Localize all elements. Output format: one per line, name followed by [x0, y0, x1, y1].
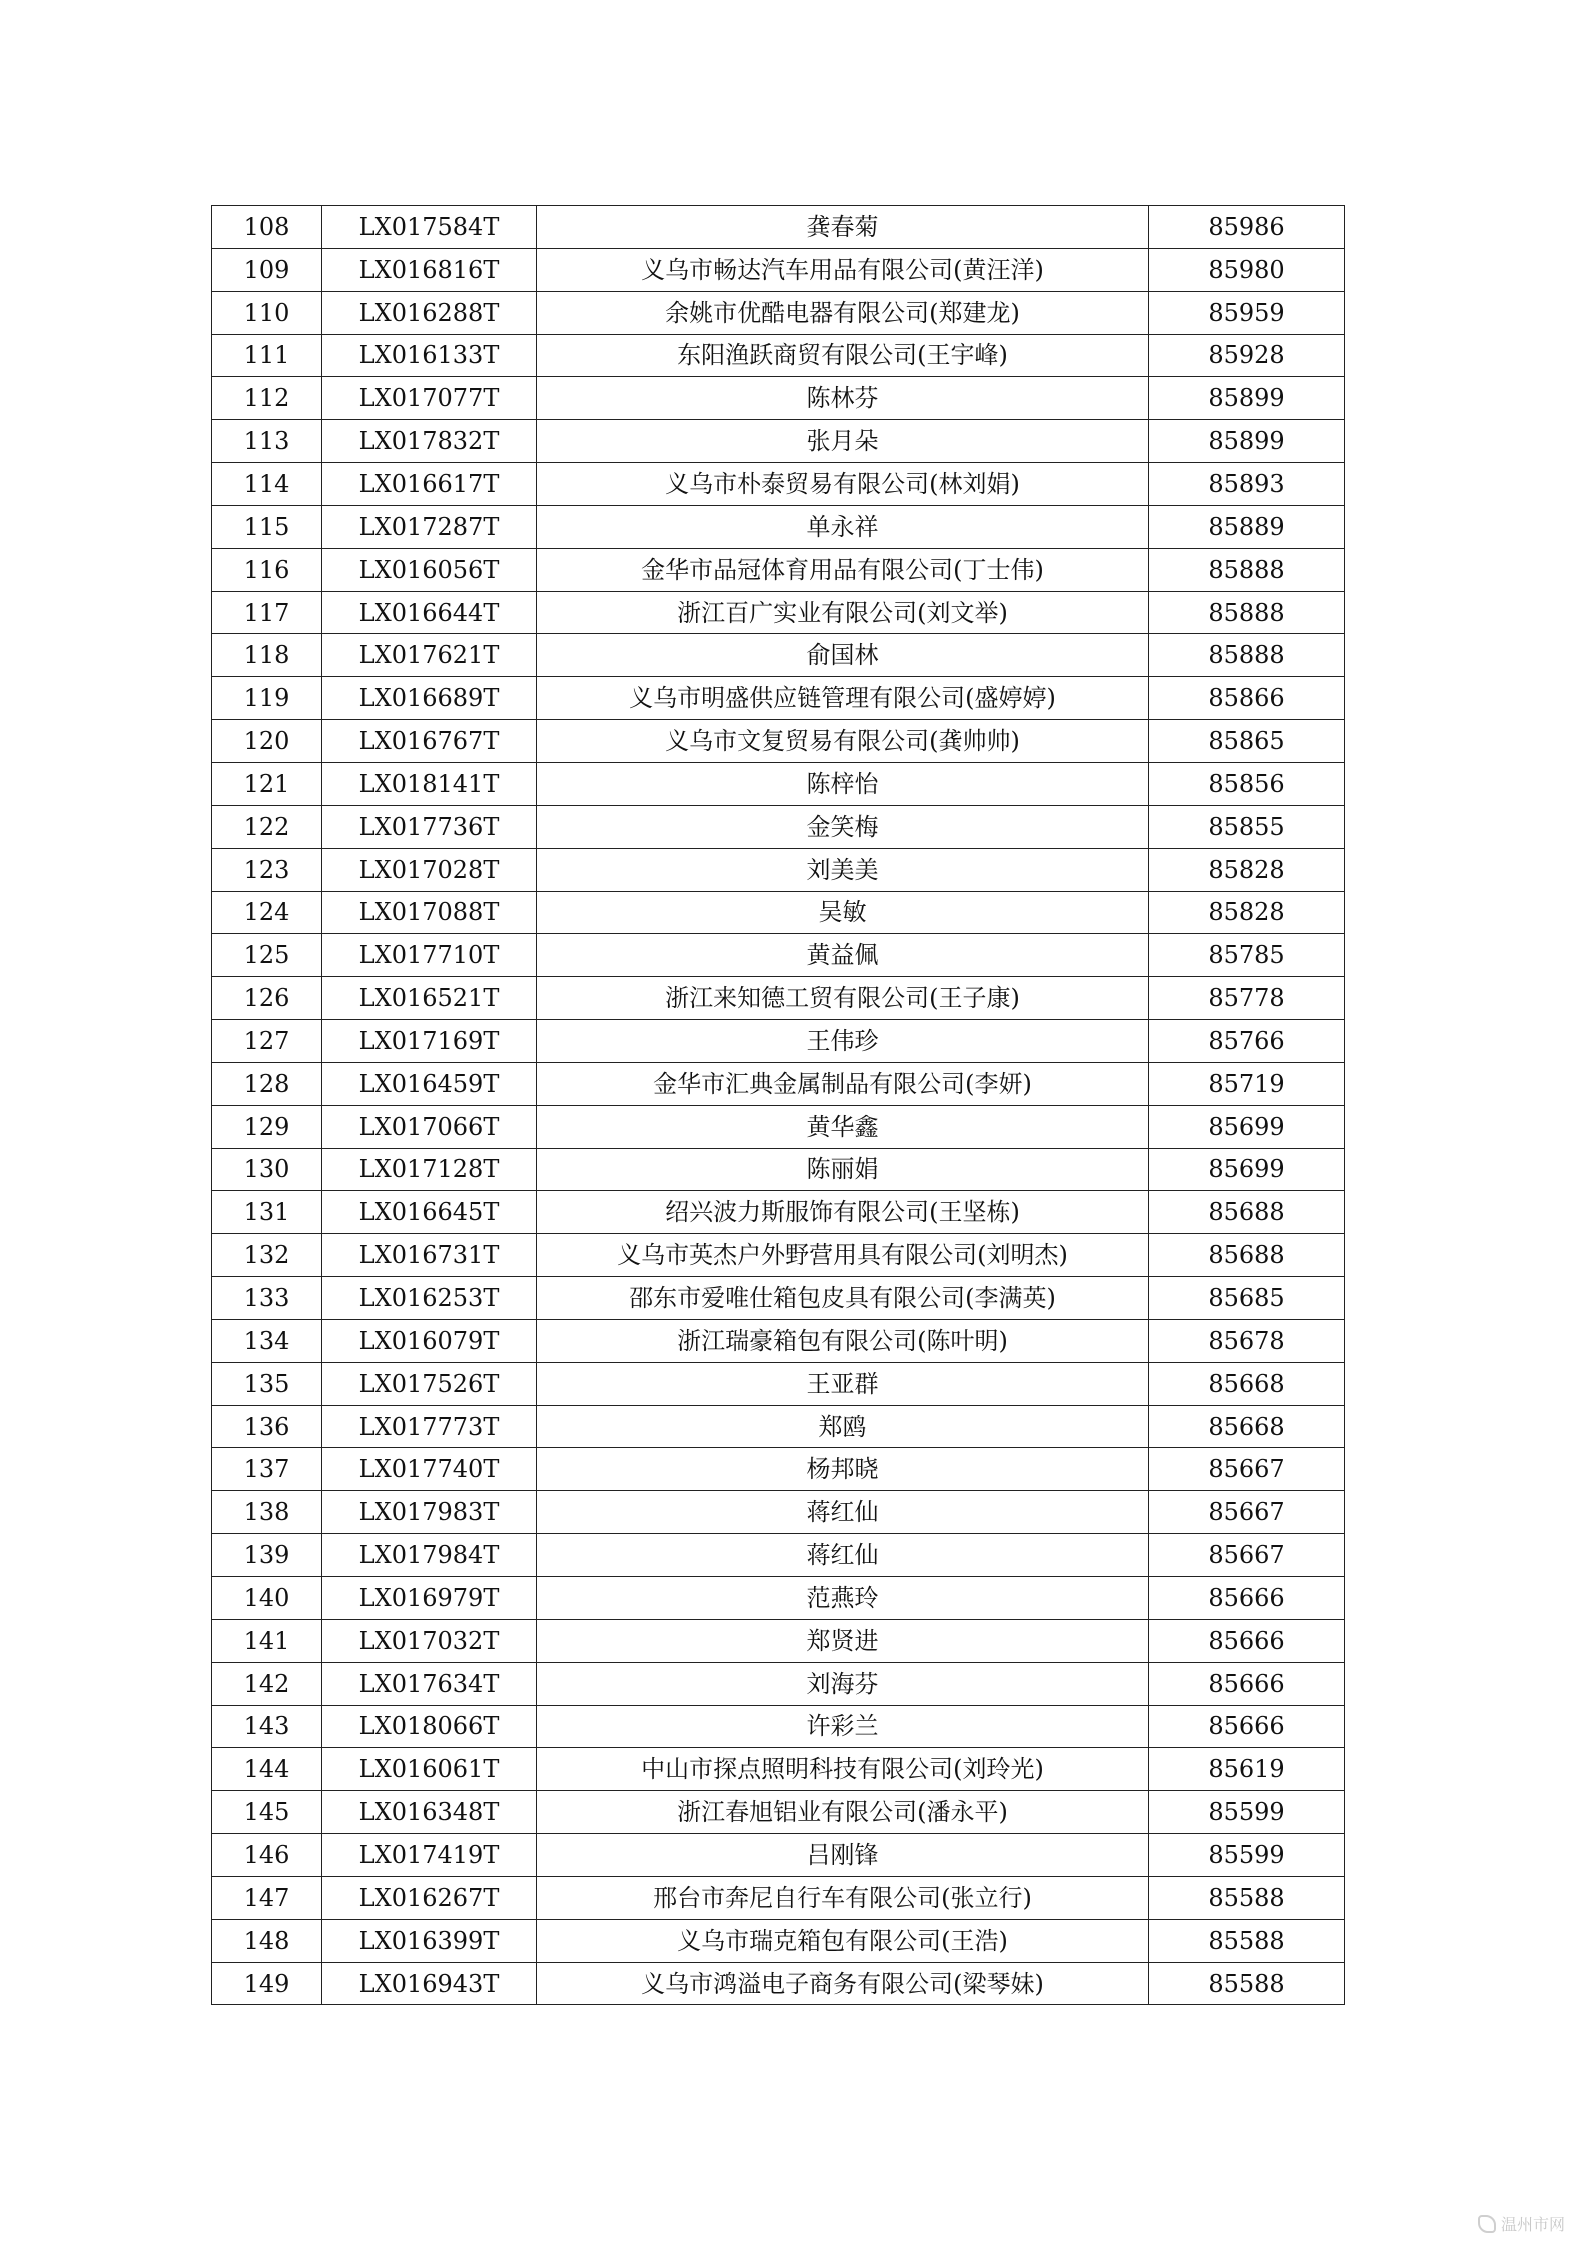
cell-name: 郑贤进 [537, 1619, 1149, 1662]
cell-rank: 122 [212, 805, 322, 848]
cell-rank: 126 [212, 977, 322, 1020]
cell-code: LX016979T [322, 1577, 537, 1620]
table-row [212, 1191, 1345, 1234]
cell-code: LX016689T [322, 677, 537, 720]
cell-score: 85699 [1149, 1148, 1345, 1191]
cell-rank: 115 [212, 505, 322, 548]
cell-name: 绍兴波力斯服饰有限公司(王坚栋) [537, 1191, 1149, 1234]
cell-score: 85899 [1149, 377, 1345, 420]
table-row [212, 1748, 1345, 1791]
table-row [212, 977, 1345, 1020]
cell-code: LX017419T [322, 1834, 537, 1877]
cell-code: LX016133T [322, 334, 537, 377]
cell-score: 85668 [1149, 1362, 1345, 1405]
cell-score: 85666 [1149, 1577, 1345, 1620]
cell-rank: 117 [212, 591, 322, 634]
cell-code: LX016056T [322, 548, 537, 591]
cell-name: 刘海芬 [537, 1662, 1149, 1705]
cell-code: LX017169T [322, 1020, 537, 1063]
cell-score: 85889 [1149, 505, 1345, 548]
cell-score: 85685 [1149, 1277, 1345, 1320]
table-row [212, 1448, 1345, 1491]
cell-code: LX017773T [322, 1405, 537, 1448]
cell-rank: 144 [212, 1748, 322, 1791]
table-row [212, 420, 1345, 463]
cell-name: 蒋红仙 [537, 1534, 1149, 1577]
cell-score: 85865 [1149, 720, 1345, 763]
cell-rank: 116 [212, 548, 322, 591]
cell-name: 王亚群 [537, 1362, 1149, 1405]
cell-score: 85980 [1149, 248, 1345, 291]
cell-score: 85778 [1149, 977, 1345, 1020]
cell-rank: 123 [212, 848, 322, 891]
watermark-logo-icon [1478, 2215, 1496, 2233]
cell-score: 85699 [1149, 1105, 1345, 1148]
cell-code: LX016253T [322, 1277, 537, 1320]
cell-name: 杨邦晓 [537, 1448, 1149, 1491]
table-row [212, 1405, 1345, 1448]
table-row [212, 1834, 1345, 1877]
table-row [212, 1319, 1345, 1362]
cell-rank: 118 [212, 634, 322, 677]
cell-rank: 119 [212, 677, 322, 720]
table-row [212, 762, 1345, 805]
cell-name: 浙江瑞豪箱包有限公司(陈叶明) [537, 1319, 1149, 1362]
cell-score: 85666 [1149, 1619, 1345, 1662]
cell-score: 85667 [1149, 1448, 1345, 1491]
cell-rank: 112 [212, 377, 322, 420]
cell-score: 85766 [1149, 1020, 1345, 1063]
cell-code: LX017740T [322, 1448, 537, 1491]
cell-name: 俞国林 [537, 634, 1149, 677]
cell-rank: 125 [212, 934, 322, 977]
cell-rank: 141 [212, 1619, 322, 1662]
cell-rank: 109 [212, 248, 322, 291]
cell-rank: 143 [212, 1705, 322, 1748]
cell-score: 85588 [1149, 1876, 1345, 1919]
cell-score: 85599 [1149, 1834, 1345, 1877]
cell-name: 黄益佩 [537, 934, 1149, 977]
cell-rank: 110 [212, 291, 322, 334]
cell-name: 吕刚锋 [537, 1834, 1149, 1877]
cell-name: 浙江来知德工贸有限公司(王子康) [537, 977, 1149, 1020]
cell-score: 85986 [1149, 206, 1345, 249]
cell-name: 陈丽娟 [537, 1148, 1149, 1191]
cell-code: LX016348T [322, 1791, 537, 1834]
cell-rank: 128 [212, 1062, 322, 1105]
cell-code: LX016816T [322, 248, 537, 291]
watermark-text: 温州市网 [1500, 2215, 1565, 2234]
cell-code: LX016644T [322, 591, 537, 634]
cell-rank: 137 [212, 1448, 322, 1491]
cell-code: LX016061T [322, 1748, 537, 1791]
cell-name: 陈林芬 [537, 377, 1149, 420]
cell-score: 85856 [1149, 762, 1345, 805]
cell-code: LX017710T [322, 934, 537, 977]
table-row [212, 677, 1345, 720]
table-row [212, 1491, 1345, 1534]
cell-name: 许彩兰 [537, 1705, 1149, 1748]
table-row [212, 1791, 1345, 1834]
cell-name: 义乌市畅达汽车用品有限公司(黄汪洋) [537, 248, 1149, 291]
table-row [212, 1062, 1345, 1105]
cell-score: 85899 [1149, 420, 1345, 463]
watermark [1478, 2212, 1565, 2235]
table-row [212, 934, 1345, 977]
cell-name: 邢台市奔尼自行车有限公司(张立行) [537, 1876, 1149, 1919]
cell-name: 张月朵 [537, 420, 1149, 463]
ranking-table-body [212, 206, 1345, 2005]
cell-rank: 135 [212, 1362, 322, 1405]
table-row [212, 1619, 1345, 1662]
cell-score: 85866 [1149, 677, 1345, 720]
table-row [212, 1105, 1345, 1148]
cell-score: 85666 [1149, 1662, 1345, 1705]
cell-name: 蒋红仙 [537, 1491, 1149, 1534]
cell-name: 郑鸥 [537, 1405, 1149, 1448]
cell-name: 东阳渔跃商贸有限公司(王宇峰) [537, 334, 1149, 377]
cell-name: 黄华鑫 [537, 1105, 1149, 1148]
table-row [212, 591, 1345, 634]
table-row [212, 1148, 1345, 1191]
table-row [212, 891, 1345, 934]
cell-code: LX017621T [322, 634, 537, 677]
table-row [212, 248, 1345, 291]
table-row [212, 206, 1345, 249]
cell-rank: 129 [212, 1105, 322, 1148]
cell-code: LX018141T [322, 762, 537, 805]
cell-code: LX016767T [322, 720, 537, 763]
cell-name: 义乌市文复贸易有限公司(龚帅帅) [537, 720, 1149, 763]
cell-code: LX017077T [322, 377, 537, 420]
cell-code: LX017088T [322, 891, 537, 934]
cell-code: LX017287T [322, 505, 537, 548]
cell-rank: 130 [212, 1148, 322, 1191]
cell-score: 85588 [1149, 1962, 1345, 2005]
table-row [212, 1705, 1345, 1748]
cell-name: 金华市汇典金属制品有限公司(李妍) [537, 1062, 1149, 1105]
cell-rank: 140 [212, 1577, 322, 1620]
cell-code: LX016617T [322, 463, 537, 506]
cell-rank: 124 [212, 891, 322, 934]
cell-rank: 121 [212, 762, 322, 805]
cell-name: 单永祥 [537, 505, 1149, 548]
cell-code: LX016521T [322, 977, 537, 1020]
cell-score: 85667 [1149, 1491, 1345, 1534]
cell-score: 85888 [1149, 591, 1345, 634]
cell-code: LX017584T [322, 206, 537, 249]
table-row [212, 291, 1345, 334]
cell-score: 85785 [1149, 934, 1345, 977]
cell-score: 85668 [1149, 1405, 1345, 1448]
cell-rank: 145 [212, 1791, 322, 1834]
cell-name: 义乌市瑞克箱包有限公司(王浩) [537, 1919, 1149, 1962]
table-row [212, 505, 1345, 548]
cell-code: LX016459T [322, 1062, 537, 1105]
cell-code: LX017028T [322, 848, 537, 891]
cell-rank: 131 [212, 1191, 322, 1234]
cell-code: LX017066T [322, 1105, 537, 1148]
cell-score: 85688 [1149, 1191, 1345, 1234]
table-row [212, 805, 1345, 848]
cell-code: LX017984T [322, 1534, 537, 1577]
cell-score: 85855 [1149, 805, 1345, 848]
cell-code: LX016267T [322, 1876, 537, 1919]
table-row [212, 848, 1345, 891]
cell-rank: 133 [212, 1277, 322, 1320]
cell-score: 85959 [1149, 291, 1345, 334]
cell-name: 王伟珍 [537, 1020, 1149, 1063]
cell-code: LX016645T [322, 1191, 537, 1234]
cell-name: 义乌市英杰户外野营用具有限公司(刘明杰) [537, 1234, 1149, 1277]
cell-score: 85719 [1149, 1062, 1345, 1105]
cell-rank: 136 [212, 1405, 322, 1448]
table-row [212, 377, 1345, 420]
cell-name: 金华市品冠体育用品有限公司(丁士伟) [537, 548, 1149, 591]
cell-rank: 113 [212, 420, 322, 463]
cell-name: 龚春菊 [537, 206, 1149, 249]
cell-rank: 139 [212, 1534, 322, 1577]
cell-name: 邵东市爱唯仕箱包皮具有限公司(李满英) [537, 1277, 1149, 1320]
cell-rank: 120 [212, 720, 322, 763]
cell-score: 85619 [1149, 1748, 1345, 1791]
cell-score: 85828 [1149, 891, 1345, 934]
cell-rank: 134 [212, 1319, 322, 1362]
cell-code: LX017032T [322, 1619, 537, 1662]
cell-score: 85688 [1149, 1234, 1345, 1277]
cell-rank: 114 [212, 463, 322, 506]
cell-score: 85893 [1149, 463, 1345, 506]
cell-rank: 148 [212, 1919, 322, 1962]
cell-name: 中山市探点照明科技有限公司(刘玲光) [537, 1748, 1149, 1791]
table-row [212, 1234, 1345, 1277]
cell-score: 85888 [1149, 548, 1345, 591]
cell-name: 浙江百广实业有限公司(刘文举) [537, 591, 1149, 634]
cell-rank: 146 [212, 1834, 322, 1877]
cell-code: LX017128T [322, 1148, 537, 1191]
table-row [212, 1020, 1345, 1063]
cell-code: LX017832T [322, 420, 537, 463]
cell-score: 85828 [1149, 848, 1345, 891]
cell-code: LX016288T [322, 291, 537, 334]
table-row [212, 1277, 1345, 1320]
cell-rank: 132 [212, 1234, 322, 1277]
cell-rank: 147 [212, 1876, 322, 1919]
cell-name: 浙江春旭铝业有限公司(潘永平) [537, 1791, 1149, 1834]
cell-code: LX016943T [322, 1962, 537, 2005]
table-row [212, 634, 1345, 677]
table-row [212, 463, 1345, 506]
table-row [212, 548, 1345, 591]
table-row [212, 1876, 1345, 1919]
cell-code: LX017736T [322, 805, 537, 848]
cell-name: 吴敏 [537, 891, 1149, 934]
table-row [212, 1662, 1345, 1705]
table-row [212, 1534, 1345, 1577]
table-row [212, 1362, 1345, 1405]
cell-rank: 108 [212, 206, 322, 249]
cell-name: 金笑梅 [537, 805, 1149, 848]
table-row [212, 1577, 1345, 1620]
cell-code: LX017634T [322, 1662, 537, 1705]
cell-code: LX016079T [322, 1319, 537, 1362]
cell-rank: 127 [212, 1020, 322, 1063]
table-row [212, 1919, 1345, 1962]
cell-score: 85599 [1149, 1791, 1345, 1834]
cell-name: 义乌市明盛供应链管理有限公司(盛婷婷) [537, 677, 1149, 720]
cell-score: 85888 [1149, 634, 1345, 677]
cell-score: 85667 [1149, 1534, 1345, 1577]
cell-name: 义乌市朴泰贸易有限公司(林刘娟) [537, 463, 1149, 506]
cell-name: 范燕玲 [537, 1577, 1149, 1620]
cell-code: LX017983T [322, 1491, 537, 1534]
cell-score: 85928 [1149, 334, 1345, 377]
cell-code: LX016399T [322, 1919, 537, 1962]
cell-code: LX017526T [322, 1362, 537, 1405]
ranking-table [211, 205, 1345, 2005]
cell-score: 85678 [1149, 1319, 1345, 1362]
cell-score: 85588 [1149, 1919, 1345, 1962]
cell-name: 刘美美 [537, 848, 1149, 891]
cell-code: LX018066T [322, 1705, 537, 1748]
cell-rank: 149 [212, 1962, 322, 2005]
cell-name: 陈梓怡 [537, 762, 1149, 805]
cell-name: 义乌市鸿溢电子商务有限公司(梁琴妹) [537, 1962, 1149, 2005]
cell-rank: 142 [212, 1662, 322, 1705]
table-row [212, 1962, 1345, 2005]
table-row [212, 720, 1345, 763]
cell-rank: 111 [212, 334, 322, 377]
cell-score: 85666 [1149, 1705, 1345, 1748]
cell-rank: 138 [212, 1491, 322, 1534]
cell-name: 余姚市优酷电器有限公司(郑建龙) [537, 291, 1149, 334]
table-row [212, 334, 1345, 377]
cell-code: LX016731T [322, 1234, 537, 1277]
